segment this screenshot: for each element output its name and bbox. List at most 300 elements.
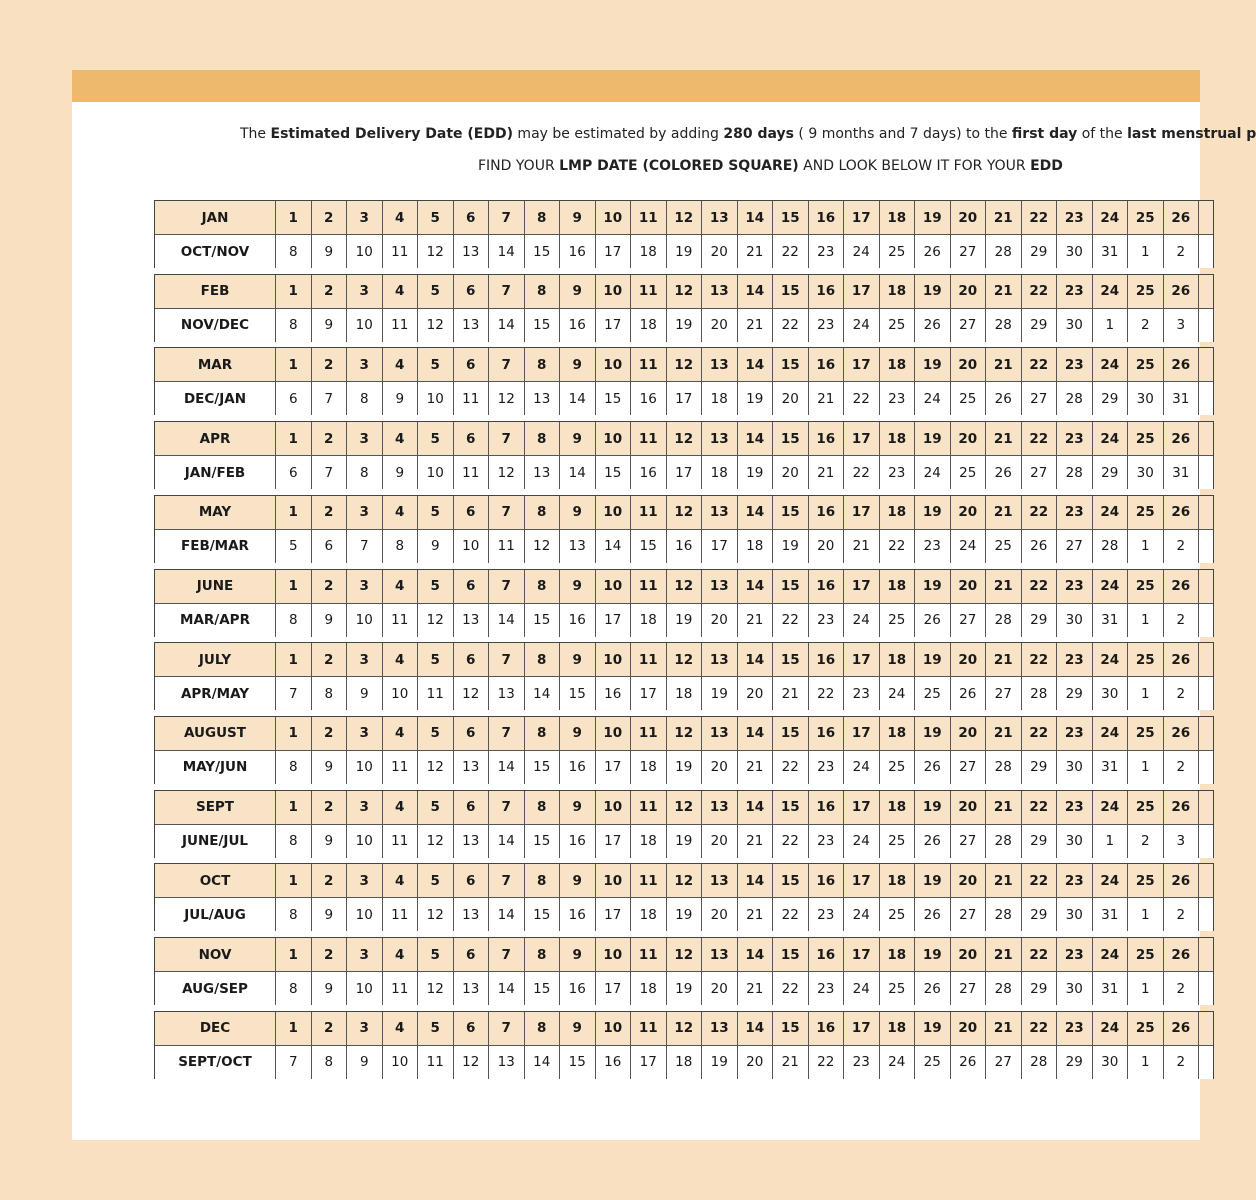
edd-month-label: AUG/SEP [155,972,276,1005]
edd-day-cell: 26 [915,309,951,342]
lmp-day-cell: 3 [347,570,383,603]
edd-day-cell: 21 [773,677,809,710]
month-table [154,200,1214,268]
edd-day-cell: 1 [1128,235,1164,268]
edd-day-cell: 8 [276,309,312,342]
month-table [154,1011,1214,1079]
edd-day-cell: 17 [596,898,632,931]
edd-day-cell: 15 [525,972,561,1005]
lmp-day-cell: 2 [312,348,348,381]
lmp-day-cell: 16 [809,570,845,603]
edd-day-cell: 26 [986,382,1022,415]
edd-day-cell: 17 [667,456,703,489]
edd-day-cell: 13 [489,677,525,710]
edd-day-cell: 18 [631,972,667,1005]
lmp-day-cell: 16 [809,422,845,455]
edd-day-cell: 8 [276,898,312,931]
lmp-day-cell: 20 [951,496,987,529]
edd-day-cell: 12 [418,898,454,931]
edd-day-cell: 22 [809,677,845,710]
lmp-day-cell: 17 [844,938,880,971]
lmp-day-cell: 22 [1022,938,1058,971]
edd-day-cell: 19 [702,677,738,710]
edd-day-cell: 24 [844,604,880,637]
edd-day-cell: 3 [1164,825,1200,858]
edd-day-cell: 12 [418,972,454,1005]
edd-day-cell: 28 [1022,677,1058,710]
lmp-day-cell: 9 [560,643,596,676]
edd-day-cell: 10 [347,898,383,931]
lmp-day-cell: 19 [915,938,951,971]
edd-month-label: MAY/JUN [155,751,276,784]
edd-day-cell: 2 [1128,825,1164,858]
lmp-day-cell: 23 [1057,201,1093,234]
lmp-row [155,938,1213,972]
lmp-day-cell: 17 [844,643,880,676]
lmp-day-cell: 10 [596,570,632,603]
edd-day-cell: 8 [276,972,312,1005]
lmp-day-cell: 15 [773,717,809,750]
edd-day-cell: 25 [880,898,916,931]
edd-day-cell: 17 [596,972,632,1005]
edd-day-cell: 14 [560,382,596,415]
edd-month-label: JUNE/JUL [155,825,276,858]
lmp-month-label: MAY [155,496,276,529]
edd-day-cell: 27 [1057,530,1093,563]
lmp-day-cell: 2 [312,275,348,308]
line1-run: first day [1011,126,1078,142]
lmp-month-label: JUNE [155,570,276,603]
lmp-day-cell: 3 [347,1012,383,1045]
lmp-day-cell: 24 [1093,348,1129,381]
edd-day-cell: 15 [525,751,561,784]
lmp-day-cell: 14 [738,348,774,381]
edd-day-cell: 17 [596,309,632,342]
edd-day-cell: 22 [773,898,809,931]
edd-row [155,604,1213,637]
lmp-day-cell: 9 [560,496,596,529]
lmp-row [155,201,1213,235]
edd-day-cell: 31 [1093,751,1129,784]
edd-day-cell: 6 [312,530,348,563]
edd-day-cell: 31 [1164,456,1200,489]
lmp-day-cell: 15 [773,275,809,308]
lmp-day-cell: 5 [418,422,454,455]
lmp-day-cell: 23 [1057,1012,1093,1045]
edd-day-cell: 30 [1057,972,1093,1005]
edd-day-cell: 25 [880,972,916,1005]
edd-day-cell: 21 [773,1046,809,1079]
edd-day-cell: 15 [596,456,632,489]
line1-run: ( 9 months and 7 days) to the [793,126,1012,142]
lmp-day-cell: 7 [489,275,525,308]
lmp-day-cell: 14 [738,496,774,529]
lmp-day-cell: 25 [1128,791,1164,824]
edd-row [155,382,1213,415]
edd-day-cell: 27 [951,751,987,784]
lmp-day-cell: 17 [844,791,880,824]
lmp-day-cell: 4 [383,864,419,897]
edd-day-cell: 10 [383,677,419,710]
lmp-day-cell: 6 [454,643,490,676]
edd-month-label: NOV/DEC [155,309,276,342]
edd-day-cell: 9 [347,1046,383,1079]
edd-day-cell: 26 [915,751,951,784]
edd-day-cell: 11 [454,382,490,415]
lmp-day-cell: 24 [1093,643,1129,676]
lmp-day-cell: 23 [1057,275,1093,308]
lmp-day-cell: 2 [312,643,348,676]
edd-day-cell: 18 [631,604,667,637]
lmp-day-cell: 19 [915,570,951,603]
edd-day-cell: 16 [560,309,596,342]
lmp-day-cell: 13 [702,864,738,897]
edd-day-cell: 14 [489,972,525,1005]
edd-day-cell: 26 [915,825,951,858]
lmp-day-cell: 14 [738,275,774,308]
edd-day-cell: 11 [383,751,419,784]
month-table [154,642,1214,710]
lmp-day-cell: 2 [312,791,348,824]
lmp-day-cell: 21 [986,275,1022,308]
edd-day-cell: 29 [1022,235,1058,268]
lmp-day-cell: 11 [631,570,667,603]
edd-day-cell: 26 [986,456,1022,489]
edd-day-cell: 18 [631,309,667,342]
month-table [154,495,1214,563]
lmp-day-cell: 1 [276,864,312,897]
line2-run: EDD [1030,158,1063,174]
lmp-day-cell: 2 [312,422,348,455]
lmp-day-cell: 11 [631,422,667,455]
lmp-day-cell: 9 [560,348,596,381]
edd-day-cell: 13 [454,825,490,858]
edd-day-cell: 10 [418,382,454,415]
lmp-day-cell: 26 [1164,348,1200,381]
line2-run: FIND YOUR [478,158,560,174]
lmp-day-cell: 10 [596,275,632,308]
edd-day-cell: 29 [1057,1046,1093,1079]
lmp-month-label: MAR [155,348,276,381]
edd-day-cell: 30 [1057,751,1093,784]
edd-day-cell: 23 [809,825,845,858]
lmp-day-cell: 16 [809,1012,845,1045]
lmp-day-cell: 9 [560,201,596,234]
edd-day-cell: 28 [1022,1046,1058,1079]
edd-day-cell: 20 [809,530,845,563]
edd-day-cell: 11 [383,825,419,858]
lmp-day-cell: 20 [951,422,987,455]
lmp-day-cell: 12 [667,422,703,455]
lmp-day-cell: 15 [773,201,809,234]
lmp-day-cell: 22 [1022,570,1058,603]
edd-day-cell: 27 [951,972,987,1005]
edd-row [155,1046,1213,1079]
edd-day-cell: 16 [560,972,596,1005]
edd-day-cell: 14 [489,235,525,268]
edd-day-cell: 24 [880,1046,916,1079]
lmp-day-cell: 13 [702,422,738,455]
line1-run: Estimated Delivery Date (EDD) [270,126,513,142]
lmp-day-cell: 9 [560,570,596,603]
month-table [154,421,1214,489]
lmp-row [155,570,1213,604]
edd-day-cell: 22 [773,972,809,1005]
lmp-day-cell: 1 [276,1012,312,1045]
edd-day-cell: 19 [667,235,703,268]
edd-day-cell: 24 [844,972,880,1005]
lmp-day-cell: 12 [667,275,703,308]
line1-run: The [240,126,271,142]
lmp-row [155,1012,1213,1046]
edd-day-cell: 25 [986,530,1022,563]
edd-day-cell: 23 [844,1046,880,1079]
lmp-day-cell: 3 [347,864,383,897]
lmp-day-cell: 20 [951,1012,987,1045]
lmp-day-cell: 9 [560,422,596,455]
lmp-day-cell: 26 [1164,791,1200,824]
edd-day-cell: 1 [1128,972,1164,1005]
lmp-day-cell: 15 [773,864,809,897]
edd-day-cell: 10 [347,604,383,637]
edd-month-label: FEB/MAR [155,530,276,563]
lmp-day-cell: 26 [1164,938,1200,971]
lmp-day-cell: 11 [631,938,667,971]
lmp-day-cell: 8 [525,422,561,455]
lmp-day-cell: 24 [1093,1012,1129,1045]
edd-day-cell: 11 [418,1046,454,1079]
edd-day-cell: 21 [738,972,774,1005]
lmp-day-cell: 24 [1093,864,1129,897]
lmp-day-cell: 9 [560,791,596,824]
lmp-day-cell: 13 [702,201,738,234]
lmp-day-cell: 17 [844,422,880,455]
lmp-day-cell: 18 [880,938,916,971]
lmp-day-cell: 10 [596,717,632,750]
edd-day-cell: 27 [1022,456,1058,489]
lmp-day-cell: 21 [986,496,1022,529]
lmp-day-cell: 5 [418,791,454,824]
lmp-day-cell: 6 [454,348,490,381]
line2-run: AND LOOK BELOW IT FOR YOUR [798,158,1031,174]
lmp-day-cell: 20 [951,791,987,824]
edd-day-cell: 19 [667,972,703,1005]
edd-day-cell: 24 [880,677,916,710]
lmp-day-cell: 6 [454,938,490,971]
edd-day-cell: 20 [702,825,738,858]
lmp-day-cell: 12 [667,717,703,750]
edd-day-cell: 22 [880,530,916,563]
lmp-day-cell: 17 [844,864,880,897]
lmp-day-cell: 14 [738,717,774,750]
edd-day-cell: 18 [631,825,667,858]
lmp-day-cell: 3 [347,791,383,824]
edd-day-cell: 15 [525,898,561,931]
edd-row [155,309,1213,342]
edd-day-cell: 1 [1093,309,1129,342]
edd-day-cell: 13 [560,530,596,563]
lmp-day-cell: 22 [1022,422,1058,455]
edd-day-cell: 13 [454,972,490,1005]
edd-day-cell: 7 [347,530,383,563]
edd-chart-sheet [72,70,1256,1140]
edd-day-cell: 11 [489,530,525,563]
edd-day-cell: 21 [809,382,845,415]
edd-day-cell: 16 [667,530,703,563]
edd-day-cell: 14 [489,604,525,637]
edd-day-cell: 24 [844,235,880,268]
edd-day-cell: 20 [702,898,738,931]
lmp-day-cell: 11 [631,201,667,234]
edd-day-cell: 21 [844,530,880,563]
edd-day-cell: 24 [844,898,880,931]
edd-row [155,751,1213,784]
edd-day-cell: 21 [809,456,845,489]
edd-day-cell: 23 [809,751,845,784]
lmp-day-cell: 21 [986,422,1022,455]
lmp-day-cell: 15 [773,643,809,676]
edd-day-cell: 25 [915,677,951,710]
lmp-day-cell: 13 [702,496,738,529]
edd-day-cell: 9 [383,382,419,415]
edd-day-cell: 12 [489,456,525,489]
lmp-day-cell: 7 [489,1012,525,1045]
edd-day-cell: 13 [454,604,490,637]
lmp-day-cell: 21 [986,864,1022,897]
lmp-day-cell: 23 [1057,791,1093,824]
edd-day-cell: 21 [738,235,774,268]
lmp-day-cell: 5 [418,643,454,676]
edd-day-cell: 8 [276,825,312,858]
edd-day-cell: 29 [1093,382,1129,415]
edd-day-cell: 28 [1057,382,1093,415]
edd-day-cell: 10 [454,530,490,563]
edd-day-cell: 20 [702,751,738,784]
edd-day-cell: 15 [596,382,632,415]
lmp-day-cell: 20 [951,275,987,308]
lmp-day-cell: 18 [880,717,916,750]
edd-day-cell: 27 [986,1046,1022,1079]
edd-day-cell: 12 [489,382,525,415]
lmp-day-cell: 4 [383,791,419,824]
edd-day-cell: 22 [844,382,880,415]
lmp-day-cell: 25 [1128,643,1164,676]
edd-day-cell: 10 [347,972,383,1005]
edd-day-cell: 13 [454,898,490,931]
lmp-day-cell: 26 [1164,643,1200,676]
lmp-day-cell: 18 [880,348,916,381]
lmp-day-cell: 25 [1128,422,1164,455]
month-table [154,347,1214,415]
lmp-day-cell: 26 [1164,1012,1200,1045]
line1-run: last menstrual p [1127,126,1256,142]
edd-day-cell: 7 [312,382,348,415]
month-table [154,569,1214,637]
edd-day-cell: 8 [276,604,312,637]
lmp-day-cell: 5 [418,275,454,308]
lmp-day-cell: 3 [347,496,383,529]
edd-day-cell: 30 [1128,456,1164,489]
edd-day-cell: 19 [667,309,703,342]
edd-day-cell: 13 [525,456,561,489]
edd-day-cell: 12 [454,1046,490,1079]
lmp-day-cell: 13 [702,938,738,971]
edd-day-cell: 12 [525,530,561,563]
lmp-day-cell: 4 [383,201,419,234]
edd-day-cell: 19 [667,604,703,637]
lmp-day-cell: 3 [347,938,383,971]
lmp-day-cell: 25 [1128,1012,1164,1045]
edd-day-cell: 19 [702,1046,738,1079]
lmp-day-cell: 9 [560,1012,596,1045]
lmp-day-cell: 13 [702,570,738,603]
lmp-day-cell: 14 [738,1012,774,1045]
edd-day-cell: 11 [383,604,419,637]
edd-day-cell: 14 [489,751,525,784]
line1-run: may be estimated by adding [512,126,724,142]
lmp-day-cell: 8 [525,348,561,381]
lmp-day-cell: 11 [631,791,667,824]
edd-day-cell: 27 [951,604,987,637]
edd-day-cell: 10 [347,235,383,268]
edd-day-cell: 30 [1128,382,1164,415]
lmp-day-cell: 21 [986,643,1022,676]
edd-day-cell: 8 [347,456,383,489]
lmp-day-cell: 23 [1057,717,1093,750]
edd-day-cell: 29 [1022,972,1058,1005]
lmp-day-cell: 13 [702,348,738,381]
lmp-day-cell: 9 [560,717,596,750]
lmp-day-cell: 6 [454,717,490,750]
lmp-day-cell: 6 [454,570,490,603]
lmp-day-cell: 4 [383,717,419,750]
edd-month-label: JAN/FEB [155,456,276,489]
lmp-day-cell: 7 [489,864,525,897]
edd-month-label: APR/MAY [155,677,276,710]
lmp-day-cell: 18 [880,643,916,676]
edd-day-cell: 19 [738,456,774,489]
lmp-day-cell: 24 [1093,570,1129,603]
edd-day-cell: 29 [1093,456,1129,489]
edd-day-cell: 2 [1164,604,1200,637]
lmp-day-cell: 4 [383,1012,419,1045]
edd-day-cell: 28 [986,751,1022,784]
lmp-day-cell: 11 [631,643,667,676]
edd-day-cell: 28 [986,972,1022,1005]
lmp-day-cell: 7 [489,938,525,971]
edd-day-cell: 16 [560,604,596,637]
lmp-day-cell: 14 [738,864,774,897]
lmp-month-label: FEB [155,275,276,308]
edd-day-cell: 17 [596,604,632,637]
lmp-day-cell: 10 [596,791,632,824]
lmp-day-cell: 23 [1057,496,1093,529]
lmp-day-cell: 17 [844,717,880,750]
edd-day-cell: 12 [418,235,454,268]
edd-day-cell: 8 [383,530,419,563]
edd-day-cell: 17 [596,825,632,858]
lmp-day-cell: 21 [986,791,1022,824]
lmp-day-cell: 5 [418,201,454,234]
lmp-day-cell: 20 [951,570,987,603]
edd-day-cell: 11 [383,235,419,268]
edd-day-cell: 30 [1057,309,1093,342]
lmp-day-cell: 4 [383,938,419,971]
lmp-day-cell: 1 [276,791,312,824]
lmp-day-cell: 20 [951,717,987,750]
lmp-day-cell: 2 [312,1012,348,1045]
lmp-day-cell: 12 [667,496,703,529]
